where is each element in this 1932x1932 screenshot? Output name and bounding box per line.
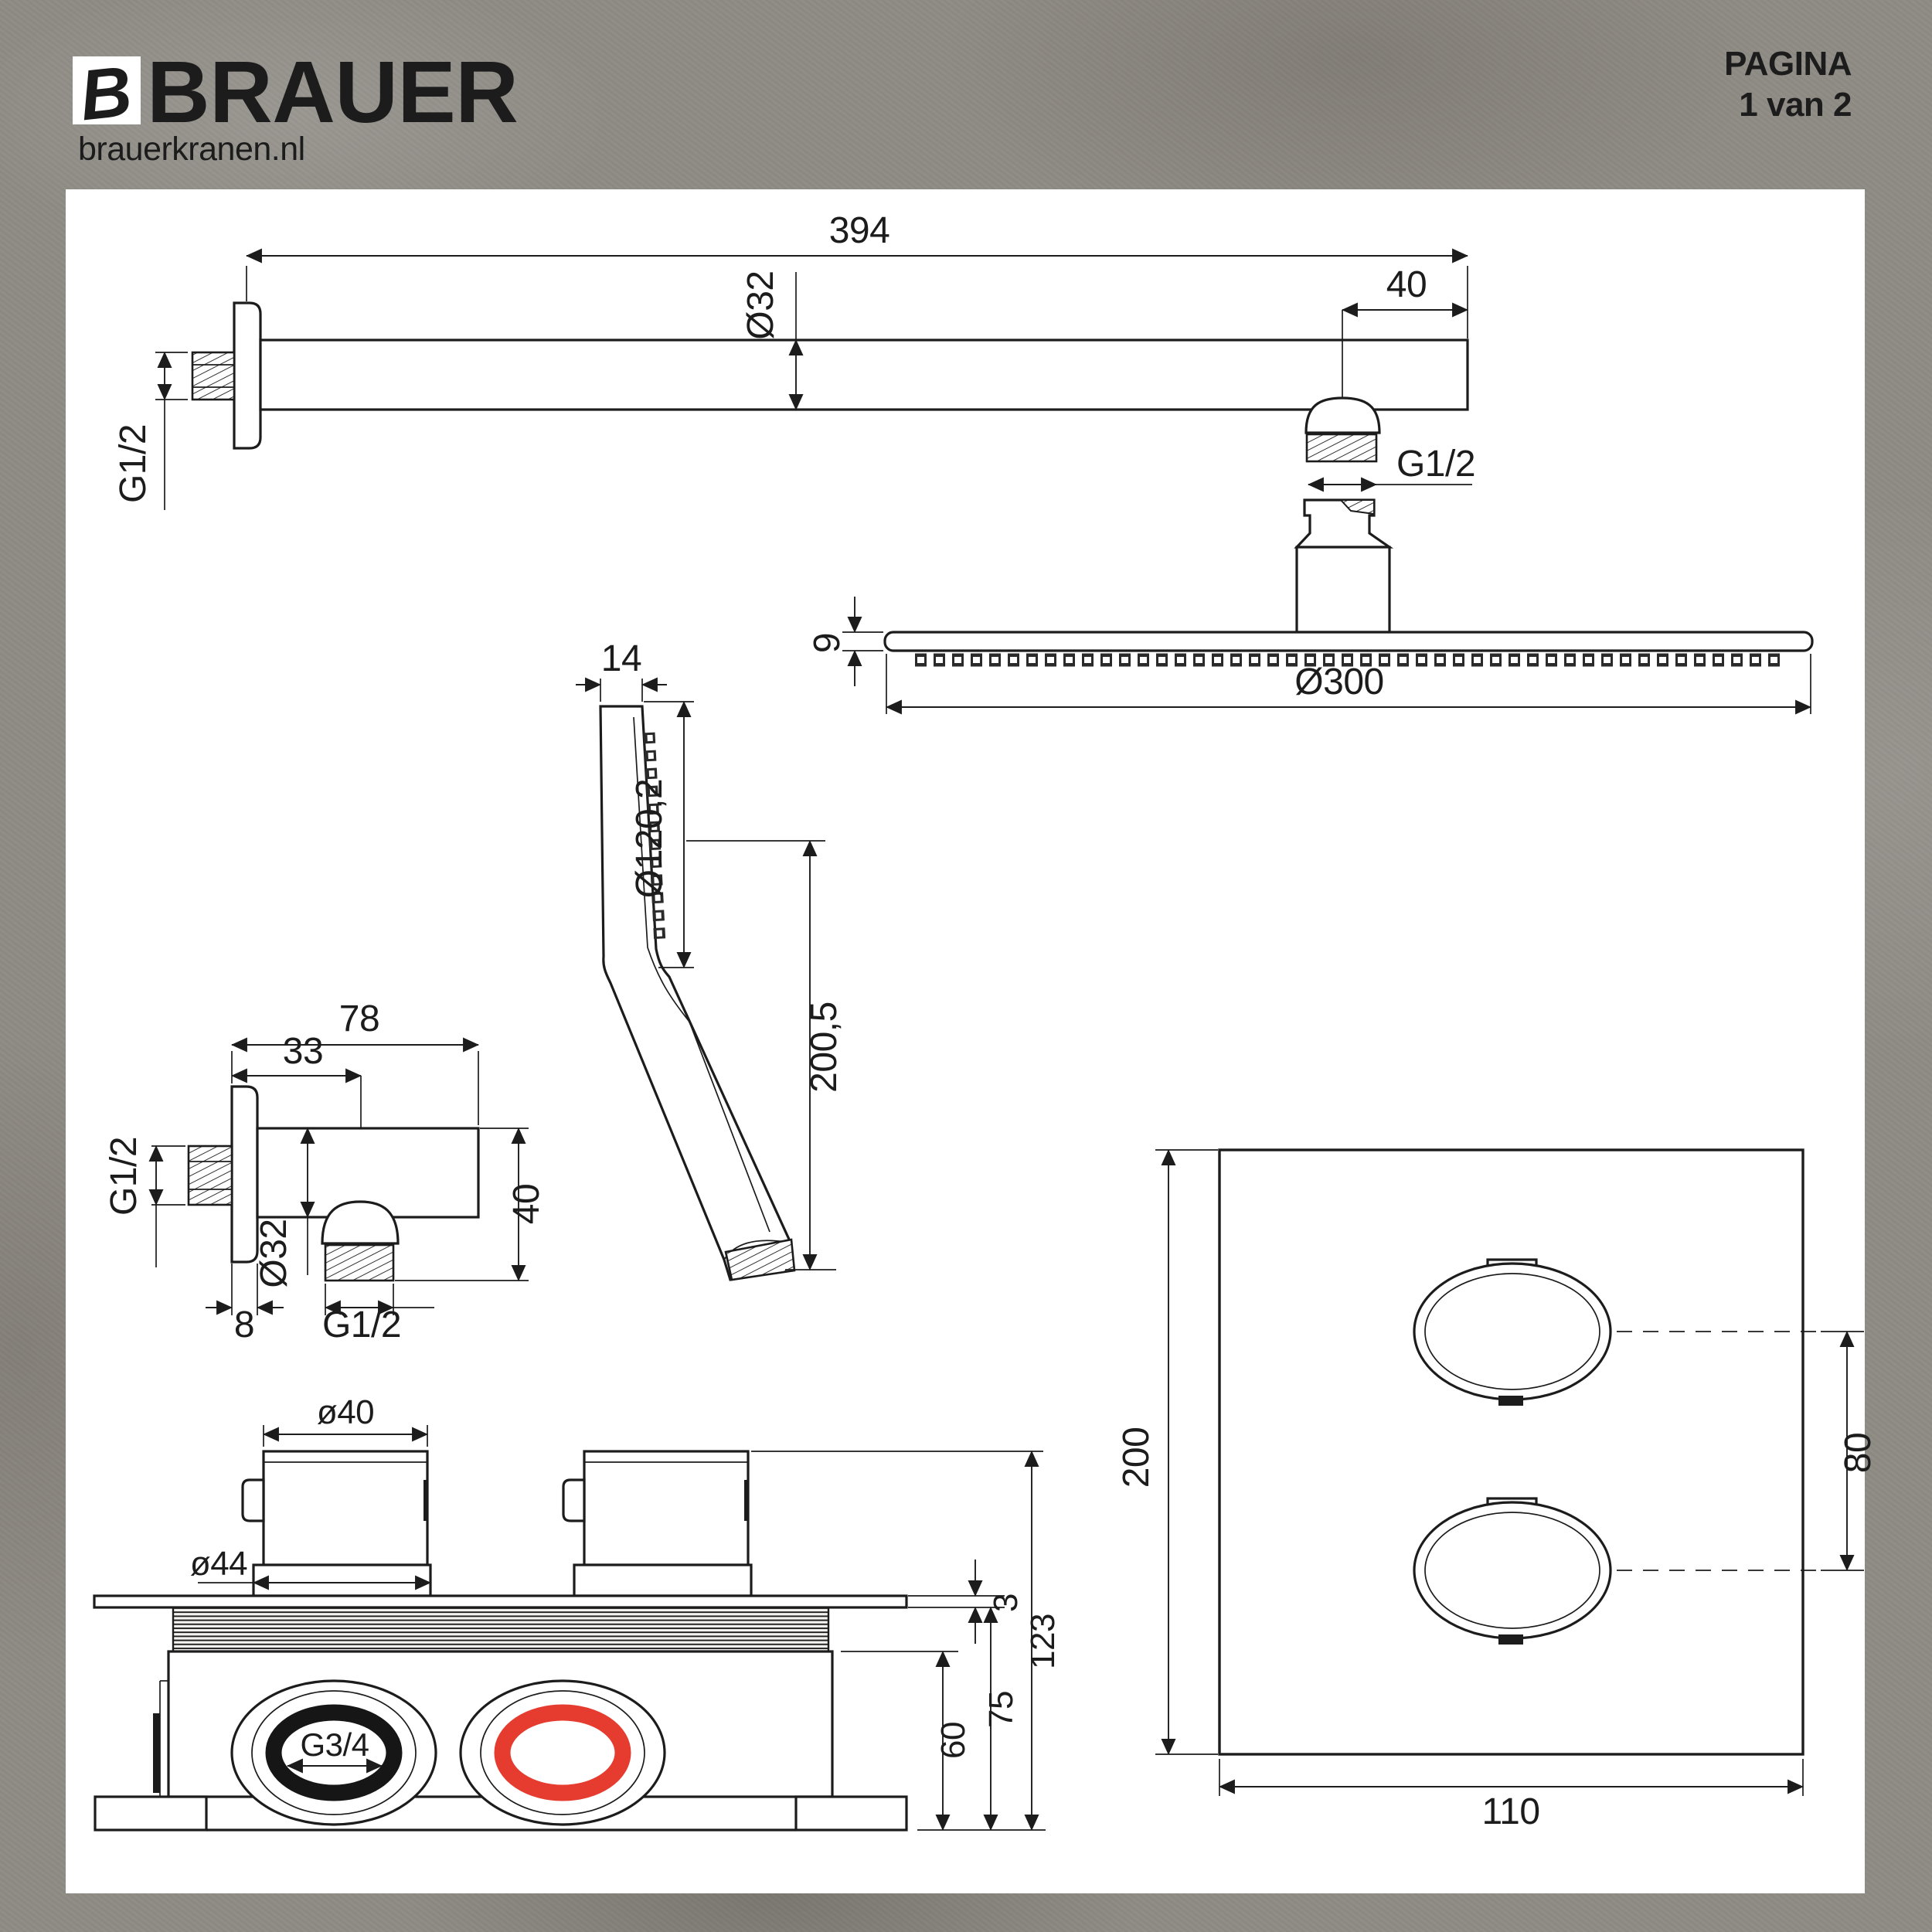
dim-label: 60 <box>934 1722 972 1759</box>
valve-foot-left <box>95 1797 206 1830</box>
arm-tube <box>260 340 1468 410</box>
dim-label: 40 <box>1386 264 1427 305</box>
dim-label: Ø32 <box>253 1219 294 1288</box>
brauer-logo-icon: B <box>76 52 135 136</box>
dim-label: 14 <box>600 638 642 679</box>
arm-outlet-dome <box>1306 398 1379 433</box>
trim-plate-drawing <box>1116 1150 1879 1832</box>
dim-label: G1/2 <box>321 1304 402 1345</box>
plate-knob-bottom-marker <box>1498 1634 1523 1645</box>
dim-label: 78 <box>338 998 380 1039</box>
page-number: 1 van 2 <box>1739 86 1852 124</box>
hot-port-outer <box>461 1681 665 1825</box>
dim-label: 394 <box>828 210 890 251</box>
brand-name: BRAUER <box>147 43 519 141</box>
arm-wall-thread <box>192 352 234 400</box>
valve-side-tab <box>153 1713 160 1793</box>
valve-knob-right-base <box>574 1565 751 1596</box>
dim-label: 200,5 <box>804 1002 845 1093</box>
dim-label: 3 <box>987 1594 1025 1612</box>
dim-label: ø40 <box>316 1393 375 1431</box>
outlet-thread <box>325 1245 393 1281</box>
dim-label: 110 <box>1481 1791 1540 1832</box>
dim-label: 80 <box>1838 1432 1879 1474</box>
dim-label: 9 <box>807 632 848 654</box>
header <box>73 43 1852 168</box>
dim-label: 75 <box>982 1691 1020 1728</box>
dim-label: G1/2 <box>1396 444 1476 485</box>
port-thread-label: G3/4 <box>300 1726 369 1763</box>
valve-ribbed-seal <box>173 1607 828 1651</box>
dim-label: Ø300 <box>1294 662 1384 702</box>
arm-wall-flange <box>234 303 260 448</box>
valve-knob-left-tab <box>243 1480 264 1521</box>
dim-label: 8 <box>233 1304 255 1345</box>
brand-domain: brauerkranen.nl <box>78 131 305 168</box>
dim-label: 123 <box>1024 1614 1062 1669</box>
dim-label: Ø120,2 <box>629 778 670 899</box>
valve-plate <box>94 1596 906 1607</box>
valve-knob-left-notch <box>423 1480 428 1521</box>
trim-plate <box>1219 1150 1803 1754</box>
dim-label: G1/2 <box>113 423 154 504</box>
head-stem <box>1297 547 1389 632</box>
valve-foot-right <box>796 1797 906 1830</box>
dim-label: ø44 <box>189 1545 248 1583</box>
page-label: PAGINA <box>1724 45 1852 83</box>
rain-head-disc <box>885 632 1812 651</box>
plate-knob-top-outer <box>1414 1264 1611 1400</box>
dim-label: 33 <box>282 1031 324 1072</box>
valve-knob-right-notch <box>744 1480 749 1521</box>
valve-knob-left-base <box>253 1565 430 1596</box>
dim-label: Ø32 <box>740 270 781 340</box>
dim-label: 40 <box>506 1183 547 1225</box>
arm-outlet-thread <box>1307 434 1376 461</box>
outlet-wall-thread <box>189 1146 232 1205</box>
valve-knob-right-tab <box>563 1480 584 1521</box>
valve-knob-right <box>584 1451 748 1565</box>
dim-label: 200 <box>1116 1427 1157 1488</box>
valve-knob-left <box>264 1451 427 1565</box>
plate-knob-top-marker <box>1498 1396 1523 1406</box>
dim-label: G1/2 <box>104 1136 145 1216</box>
plate-knob-bottom-outer <box>1414 1502 1611 1638</box>
